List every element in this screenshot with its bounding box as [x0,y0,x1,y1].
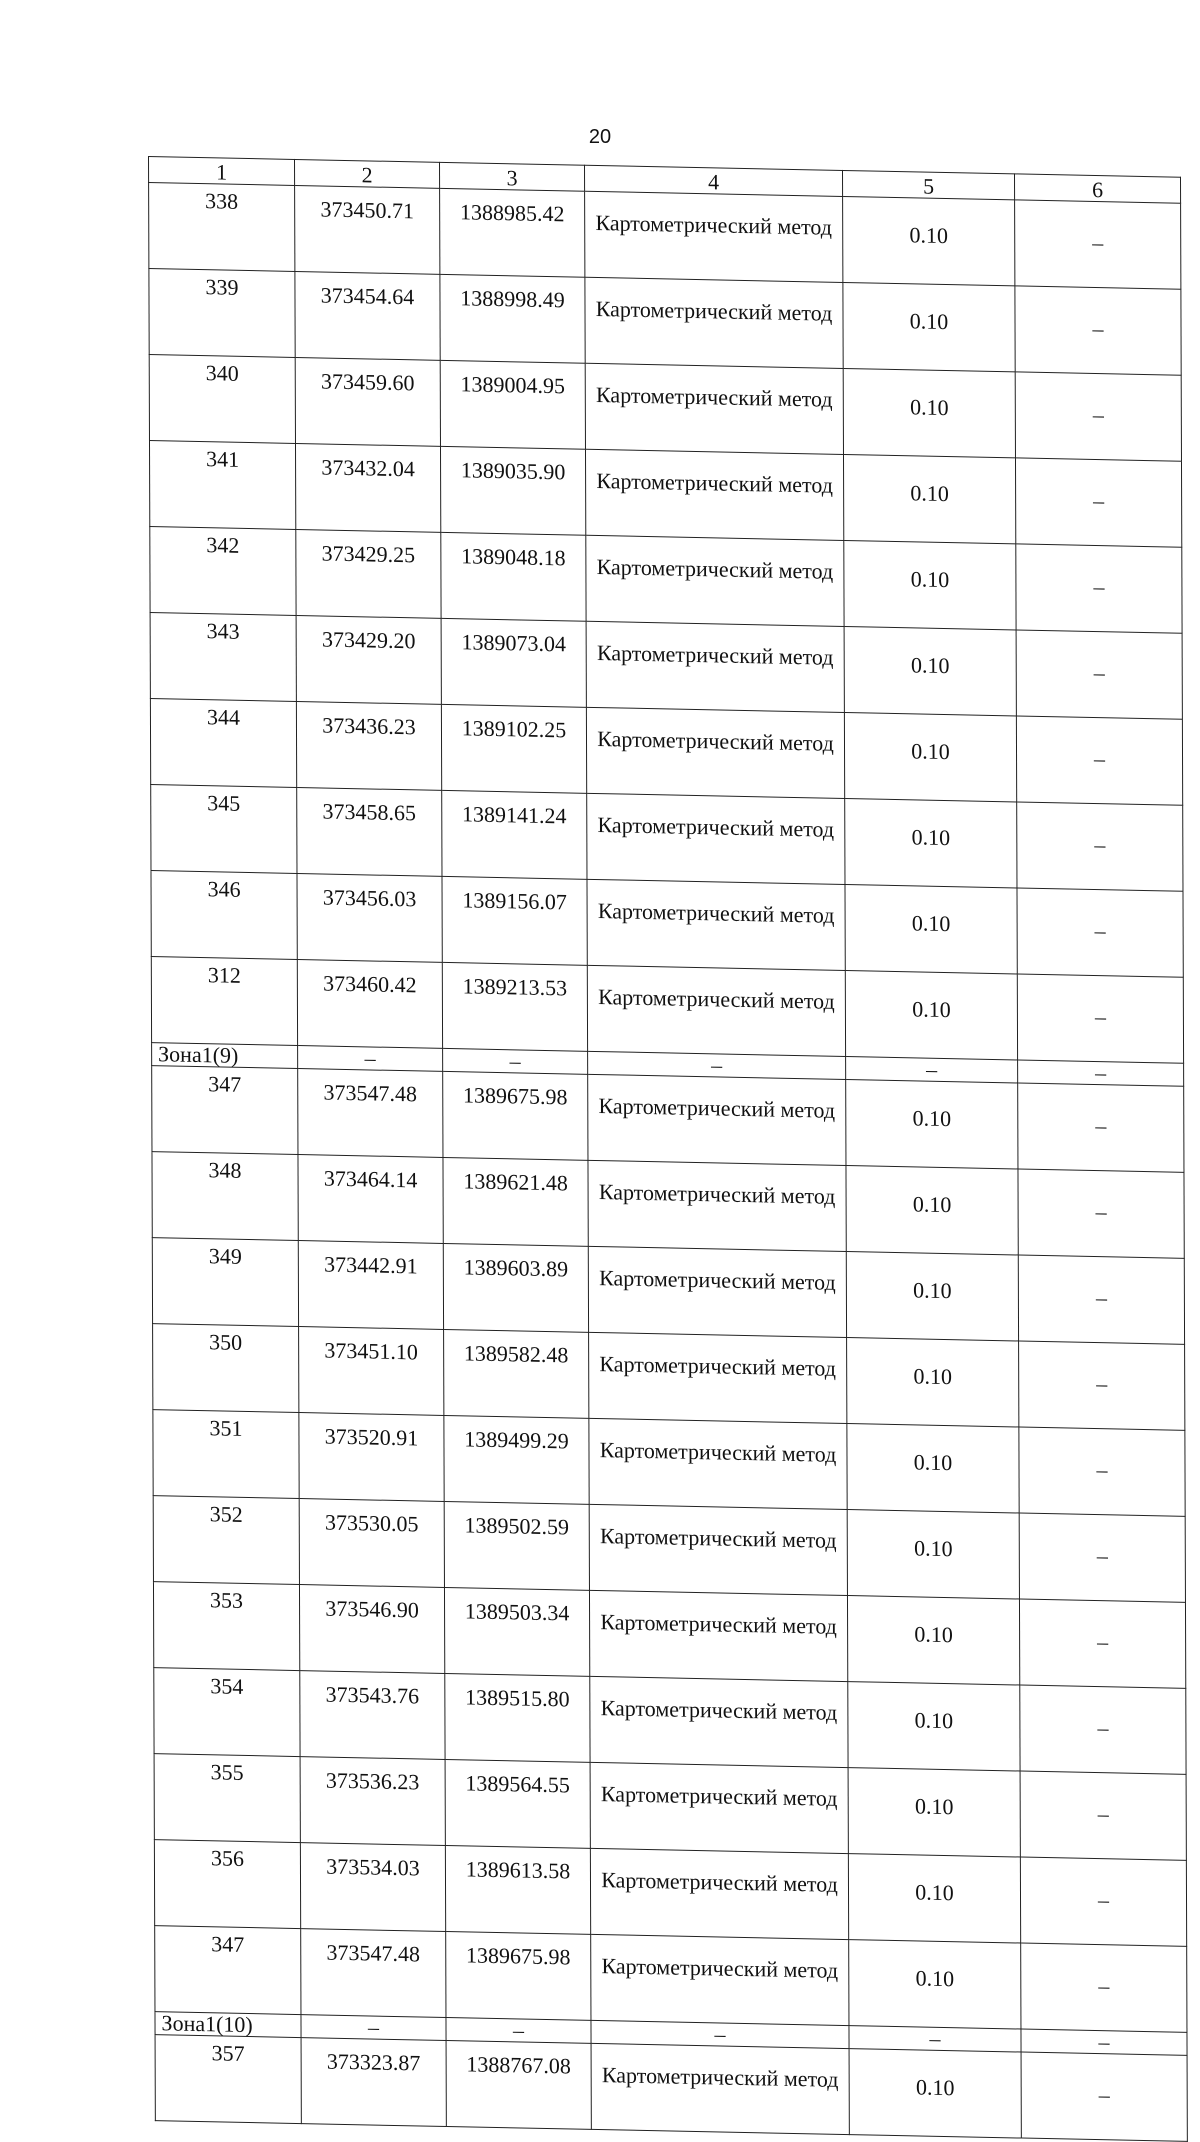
x-coordinate-cell: 373429.25 [296,529,441,618]
coordinates-table-wrapper [148,156,1188,2142]
method-cell: Картометрический метод [586,621,844,712]
note-cell: – [1018,1169,1184,1258]
header-cell-1: 1 [149,157,295,186]
y-coordinate-cell: 1389141.24 [442,790,587,879]
y-coordinate-cell: 1389582.48 [444,1329,589,1418]
header-cell-6: 6 [1014,174,1180,203]
point-number-cell: 347 [152,1066,298,1155]
zone-dash-cell: – [846,1057,1018,1083]
y-coordinate-cell: 1389499.29 [444,1415,589,1504]
x-coordinate-cell: 373456.03 [297,873,442,962]
y-coordinate-cell: 1389564.55 [445,1759,590,1848]
y-coordinate-cell: 1389048.18 [441,532,586,621]
y-coordinate-cell: 1389503.34 [444,1587,589,1676]
note-cell: – [1018,1255,1184,1344]
accuracy-cell: 0.10 [847,1510,1019,1599]
y-coordinate-cell: 1389675.98 [446,1931,591,2020]
y-coordinate-cell: 1389156.07 [442,876,587,965]
zone-dash-cell: – [591,2020,849,2048]
accuracy-cell: 0.10 [844,626,1016,715]
method-cell: Картометрический метод [586,535,844,626]
point-number-cell: 347 [155,1926,301,2015]
x-coordinate-cell: 373454.64 [295,271,440,360]
accuracy-cell: 0.10 [849,2049,1021,2138]
note-cell: – [1015,458,1181,547]
note-cell: – [1019,1599,1185,1688]
x-coordinate-cell: 373520.91 [299,1413,444,1502]
y-coordinate-cell: 1389621.48 [443,1157,588,1246]
method-cell: Картометрический метод [590,1676,848,1767]
method-cell: Картометрический метод [589,1504,847,1595]
point-number-cell: 349 [152,1238,298,1327]
zone-dash-cell: – [301,2015,446,2041]
point-number-cell: 341 [149,441,295,530]
accuracy-cell: 0.10 [846,1252,1018,1341]
accuracy-cell: 0.10 [843,282,1015,371]
page-number: 20 [588,126,612,148]
x-coordinate-cell: 373450.71 [295,185,440,274]
header-cell-2: 2 [295,159,440,188]
y-coordinate-cell: 1388767.08 [446,2040,591,2129]
x-coordinate-cell: 373547.48 [301,1929,446,2018]
point-number-cell: 342 [150,527,296,616]
point-number-cell: 344 [150,699,296,788]
x-coordinate-cell: 373464.14 [298,1155,443,1244]
point-number-cell: 354 [154,1668,300,1757]
method-cell: Картометрический метод [587,879,845,970]
zone-dash-cell: – [298,1046,443,1072]
zone-dash-cell: – [1018,1060,1184,1086]
point-number-cell: 312 [151,957,297,1046]
x-coordinate-cell: 373530.05 [299,1499,444,1588]
note-cell: – [1017,802,1183,891]
accuracy-cell: 0.10 [847,1424,1019,1513]
method-cell: Картометрический метод [585,191,843,282]
note-cell: – [1020,1685,1186,1774]
point-number-cell: 353 [153,1582,299,1671]
y-coordinate-cell: 1389213.53 [442,962,587,1051]
y-coordinate-cell: 1389004.95 [440,360,585,449]
accuracy-cell: 0.10 [848,1682,1020,1771]
y-coordinate-cell: 1389035.90 [440,446,585,535]
x-coordinate-cell: 373546.90 [299,1585,444,1674]
x-coordinate-cell: 373429.20 [296,615,441,704]
note-cell: – [1015,286,1181,375]
zone-dash-cell: – [849,2026,1021,2052]
point-number-cell: 357 [155,2035,301,2124]
method-cell: Картометрический метод [587,793,845,884]
method-cell: Картометрический метод [585,277,843,368]
coordinates-table [148,156,1188,2142]
accuracy-cell: 0.10 [845,884,1017,973]
zone-label: Зона1(10) [155,2012,301,2038]
point-number-cell: 338 [149,183,295,272]
point-number-cell: 350 [153,1324,299,1413]
x-coordinate-cell: 373451.10 [299,1327,444,1416]
note-cell: – [1019,1341,1185,1430]
point-number-cell: 355 [154,1754,300,1843]
zone-dash-cell: – [446,2017,591,2043]
y-coordinate-cell: 1389073.04 [441,618,586,707]
note-cell: – [1017,974,1183,1063]
x-coordinate-cell: 373436.23 [296,701,441,790]
note-cell: – [1021,2052,1187,2141]
x-coordinate-cell: 373534.03 [300,1843,445,1932]
table-body [149,157,1188,2142]
method-cell: Картометрический метод [588,1074,846,1165]
note-cell: – [1021,1943,1187,2032]
point-number-cell: 346 [151,871,297,960]
accuracy-cell: 0.10 [844,540,1016,629]
point-number-cell: 351 [153,1410,299,1499]
x-coordinate-cell: 373323.87 [301,2038,446,2127]
method-cell: Картометрический метод [589,1418,847,1509]
y-coordinate-cell: 1388998.49 [440,274,585,363]
method-cell: Картометрический метод [590,1762,848,1853]
accuracy-cell: 0.10 [845,798,1017,887]
y-coordinate-cell: 1389675.98 [443,1071,588,1160]
x-coordinate-cell: 373543.76 [300,1671,445,1760]
accuracy-cell: 0.10 [844,712,1016,801]
header-cell-5: 5 [842,170,1014,199]
method-cell: Картометрический метод [587,965,845,1056]
x-coordinate-cell: 373459.60 [295,357,440,446]
y-coordinate-cell: 1388985.42 [440,188,585,277]
accuracy-cell: 0.10 [848,1768,1020,1857]
accuracy-cell: 0.10 [843,368,1015,457]
accuracy-cell: 0.10 [847,1338,1019,1427]
accuracy-cell: 0.10 [845,971,1017,1060]
point-number-cell: 348 [152,1152,298,1241]
note-cell: – [1019,1513,1185,1602]
note-cell: – [1015,372,1181,461]
accuracy-cell: 0.10 [846,1166,1018,1255]
header-cell-3: 3 [439,162,584,191]
zone-dash-cell: – [588,1051,846,1079]
method-cell: Картометрический метод [586,707,844,798]
point-number-cell: 343 [150,613,296,702]
note-cell: – [1016,630,1182,719]
accuracy-cell: 0.10 [848,1854,1020,1943]
accuracy-cell: 0.10 [843,196,1015,285]
accuracy-cell: 0.10 [849,1940,1021,2029]
zone-label: Зона1(9) [152,1043,298,1069]
y-coordinate-cell: 1389515.80 [445,1673,590,1762]
x-coordinate-cell: 373432.04 [295,443,440,532]
point-number-cell: 345 [151,785,297,874]
x-coordinate-cell: 373547.48 [298,1069,443,1158]
point-number-cell: 339 [149,269,295,358]
y-coordinate-cell: 1389613.58 [445,1845,590,1934]
note-cell: – [1016,544,1182,633]
method-cell: Картометрический метод [585,449,843,540]
method-cell: Картометрический метод [591,1934,849,2025]
method-cell: Картометрический метод [589,1332,847,1423]
method-cell: Картометрический метод [590,1848,848,1939]
y-coordinate-cell: 1389603.89 [443,1243,588,1332]
accuracy-cell: 0.10 [847,1596,1019,1685]
x-coordinate-cell: 373458.65 [297,787,442,876]
note-cell: – [1020,1857,1186,1946]
y-coordinate-cell: 1389102.25 [441,704,586,793]
header-cell-4: 4 [584,165,842,196]
method-cell: Картометрический метод [588,1160,846,1251]
note-cell: – [1019,1427,1185,1516]
accuracy-cell: 0.10 [846,1080,1018,1169]
method-cell: Картометрический метод [588,1246,846,1337]
zone-dash-cell: – [1021,2029,1187,2055]
method-cell: Картометрический метод [585,363,843,454]
x-coordinate-cell: 373460.42 [297,960,442,1049]
method-cell: Картометрический метод [591,2043,849,2134]
zone-dash-cell: – [443,1048,588,1074]
x-coordinate-cell: 373536.23 [300,1757,445,1846]
x-coordinate-cell: 373442.91 [298,1241,443,1330]
point-number-cell: 352 [153,1496,299,1585]
point-number-cell: 356 [154,1840,300,1929]
point-number-cell: 340 [149,355,295,444]
note-cell: – [1020,1771,1186,1860]
note-cell: – [1016,716,1182,805]
y-coordinate-cell: 1389502.59 [444,1501,589,1590]
note-cell: – [1018,1083,1184,1172]
method-cell: Картометрический метод [589,1590,847,1681]
note-cell: – [1017,888,1183,977]
accuracy-cell: 0.10 [843,454,1015,543]
note-cell: – [1015,200,1181,289]
